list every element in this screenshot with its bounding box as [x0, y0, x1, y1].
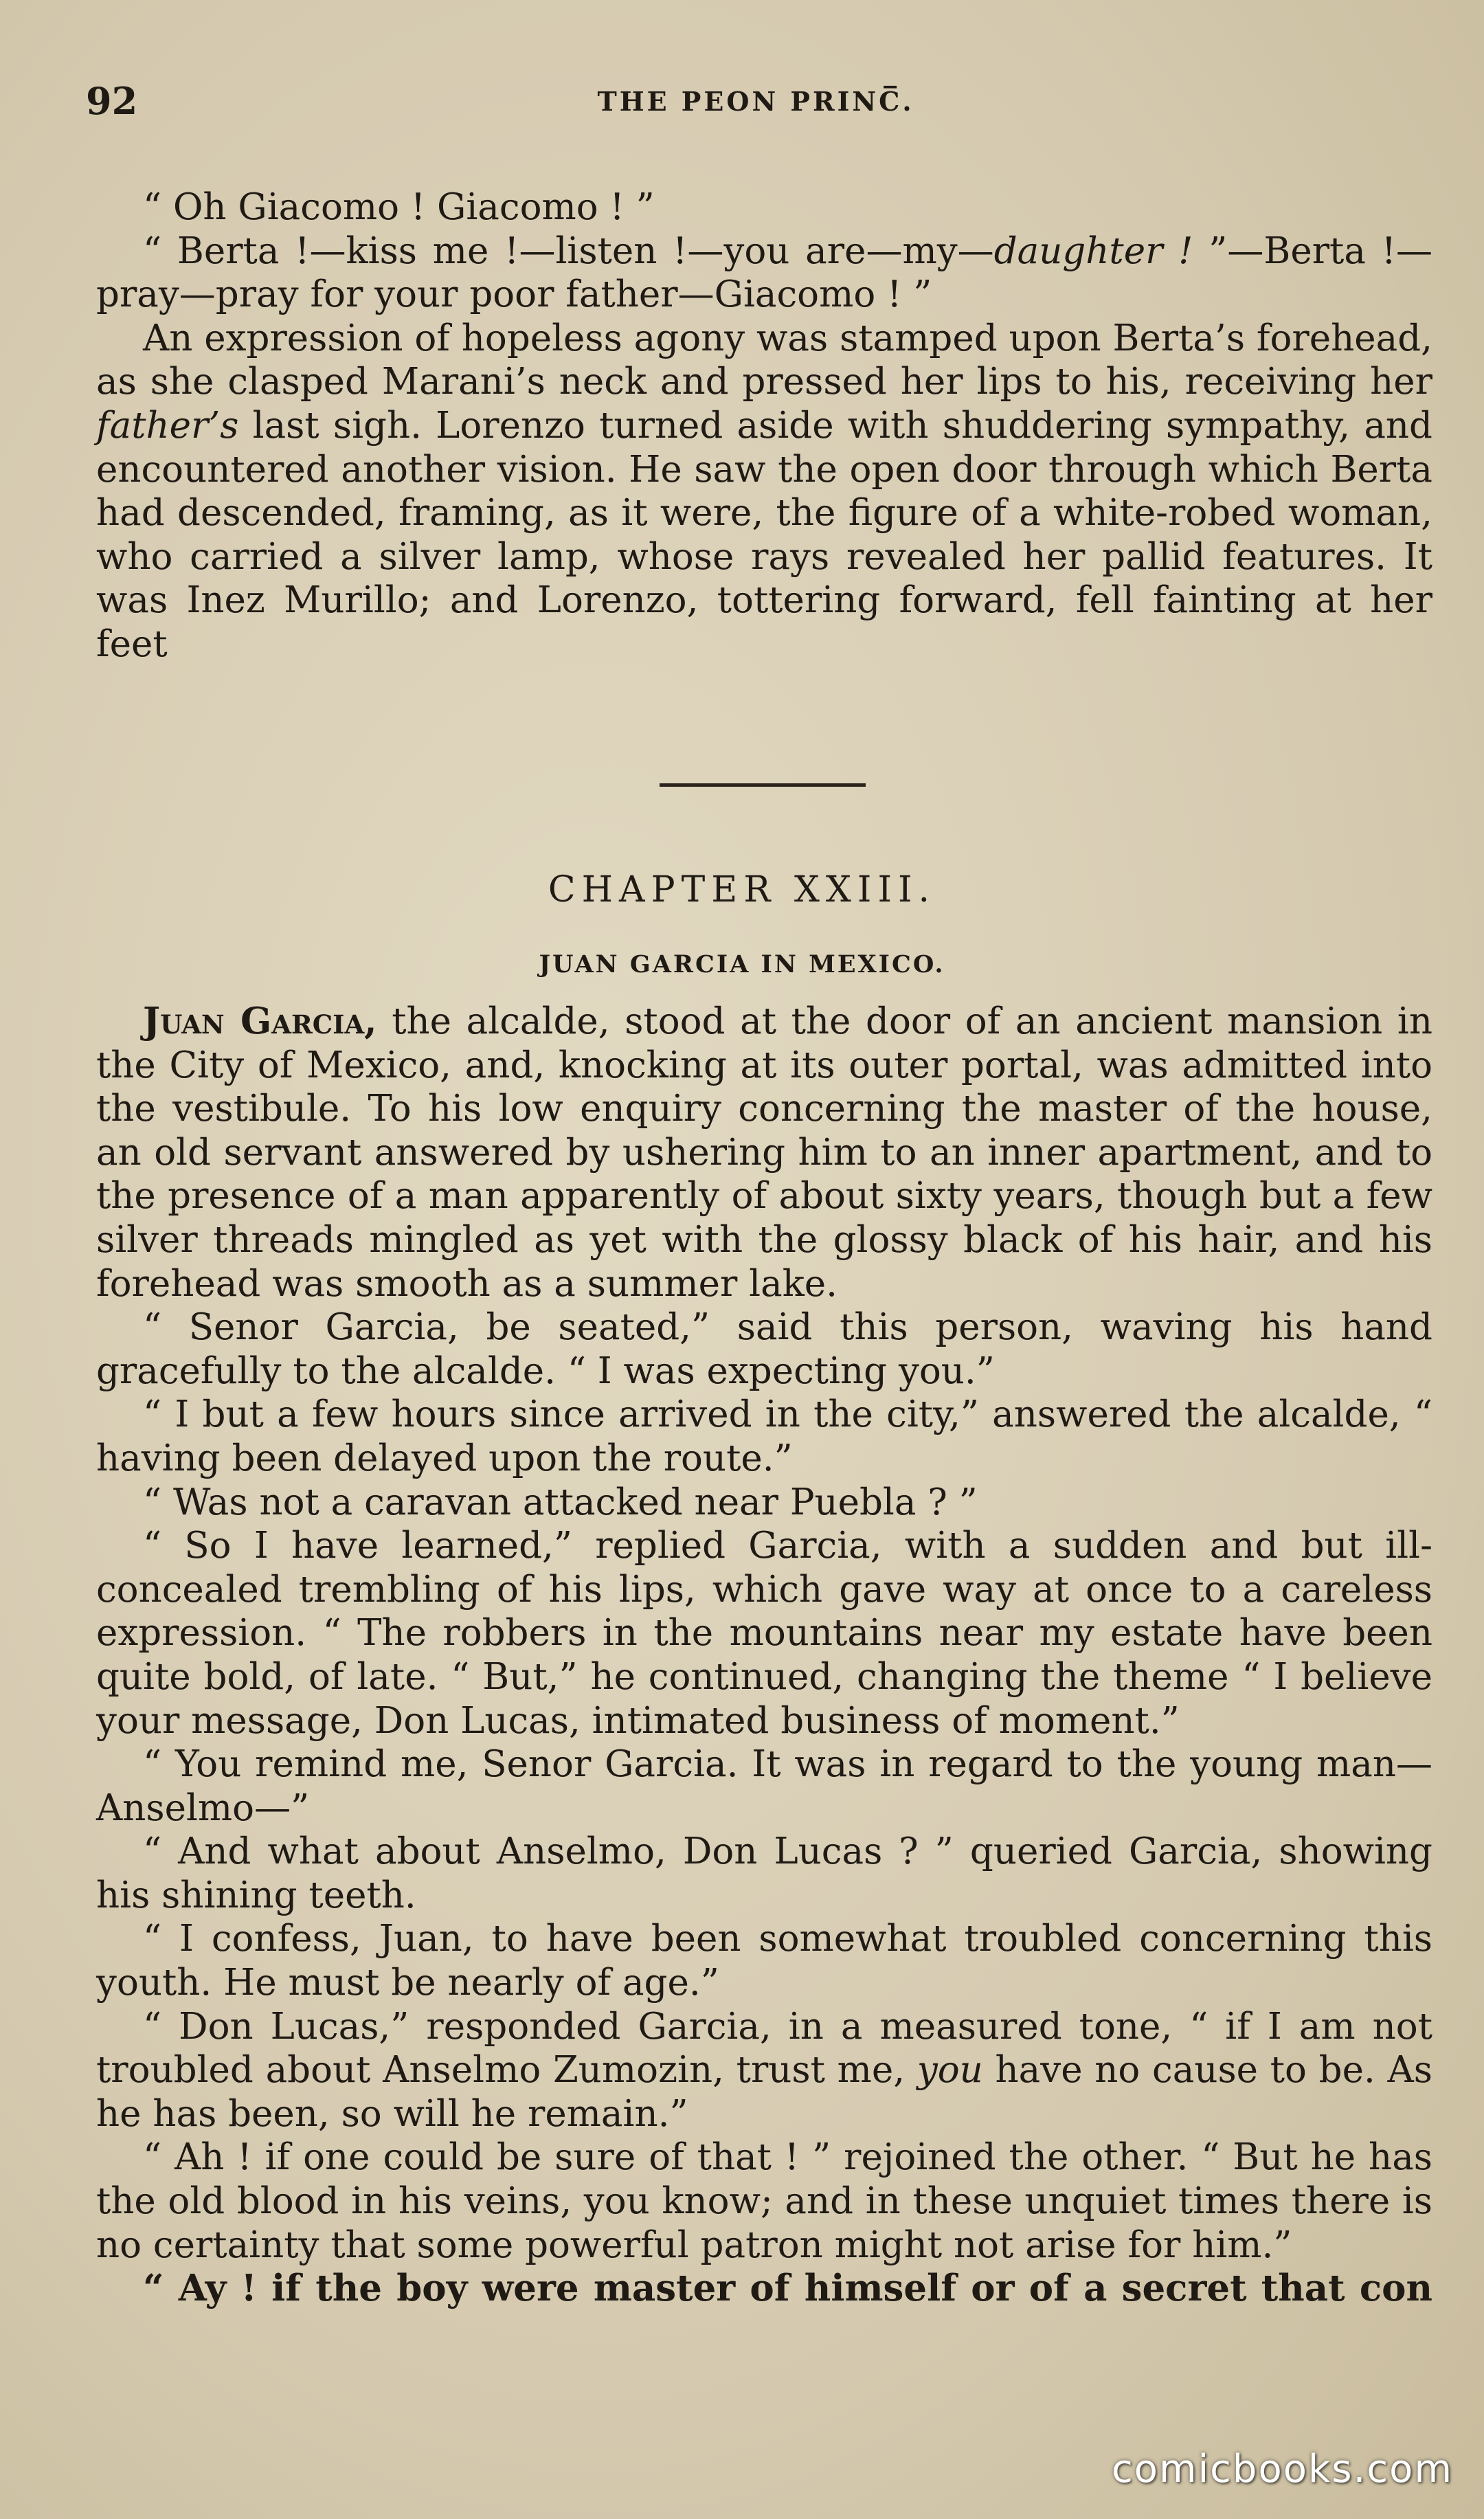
- paragraph: “ So I have learned,” replied Garcia, with a sudden and but ill-concealed trembling of his lips, which gave way at once to a careless expression. “ The robbers in the mountains near my estate have been quite bold, of late. “ But,” he continued, changing the theme “ I believe your message, Don Lucas, intimated business of moment.”: [96, 1525, 1432, 1742]
- chapter-body-text: [96, 1000, 1432, 2311]
- chapter-title: CHAPTER XXIII.: [548, 869, 936, 910]
- paragraph: “ Ay ! if the boy were master of himself or of a secret that con: [143, 2267, 1432, 2310]
- paragraph: “ Berta !—kiss me !—listen !—you are—my—daughter ! ”—Berta !—pray—pray for your poor father—Giacomo ! ”: [96, 229, 1432, 316]
- drop-lead: Juan Garcia,: [143, 1000, 377, 1042]
- chapter-subtitle: JUAN GARCIA IN MEXICO.: [539, 950, 945, 978]
- paragraph: “ Senor Garcia, be seated,” said this person, waving his hand gracefully to the alcalde. “ I was expecting you.”: [96, 1306, 1432, 1392]
- paragraph: “ Was not a caravan attacked near Puebla ? ”: [143, 1481, 978, 1523]
- paragraph: An expression of hopeless agony was stamped upon Berta’s forehead, as she clasped Marani’s neck and pressed her lips to his, receiving her father’s last sigh. Lorenzo turned aside with shuddering sympathy, and encountered another vision. He saw the open door through which Berta had descended, framing, as it were, the figure of a white-robed woman, who carried a silver lamp, whose rays revealed her pallid features. It was Inez Murillo; and Lorenzo, tottering forward, fell fainting at her feet: [96, 317, 1432, 665]
- running-head: THE PEON PRINC̅.: [597, 86, 914, 117]
- page-header: [86, 79, 1426, 127]
- paragraph: “ Ah ! if one could be sure of that ! ” rejoined the other. “ But he has the old blood in his veins, you know; and in these unquiet times there is no certainty that some powerful patron might not arise for him.”: [96, 2136, 1432, 2266]
- paragraph: “ You remind me, Senor Garcia. It was in regard to the young man—Anselmo—”: [96, 1743, 1432, 1829]
- paragraph: “ Don Lucas,” responded Garcia, in a measured tone, “ if I am not troubled about Anselmo Zumozin, trust me, you have no cause to be. As he has been, so will he remain.”: [96, 2005, 1432, 2135]
- paragraph: “ I but a few hours since arrived in the city,” answered the alcalde, “ having been delayed upon the route.”: [96, 1393, 1432, 1479]
- page-number: 92: [86, 79, 138, 123]
- paragraph: “ I confess, Juan, to have been somewhat troubled concerning this youth. He must be nearly of age.”: [96, 1918, 1432, 2004]
- chapter-ending-text: [96, 186, 1432, 667]
- watermark-logo: comicbooks.com: [1111, 2447, 1453, 2492]
- paragraph: “ And what about Anselmo, Don Lucas ? ” queried Garcia, showing his shining teeth.: [96, 1831, 1432, 1916]
- section-divider: [660, 783, 866, 787]
- paragraph: Juan Garcia, the alcalde, stood at the door of an ancient mansion in the City of Mexico, and, knocking at its outer portal, was admitted into the vestibule. To his low enquiry concerning the master of the house, an old servant answered by ushering him to an inner apartment, and to the presence of a man apparently of about sixty years, though but a few silver threads mingled as yet with the glossy black of his hair, and his forehead was smooth as a summer lake.: [96, 1000, 1432, 1305]
- paragraph: “ Oh Giacomo ! Giacomo ! ”: [143, 186, 655, 228]
